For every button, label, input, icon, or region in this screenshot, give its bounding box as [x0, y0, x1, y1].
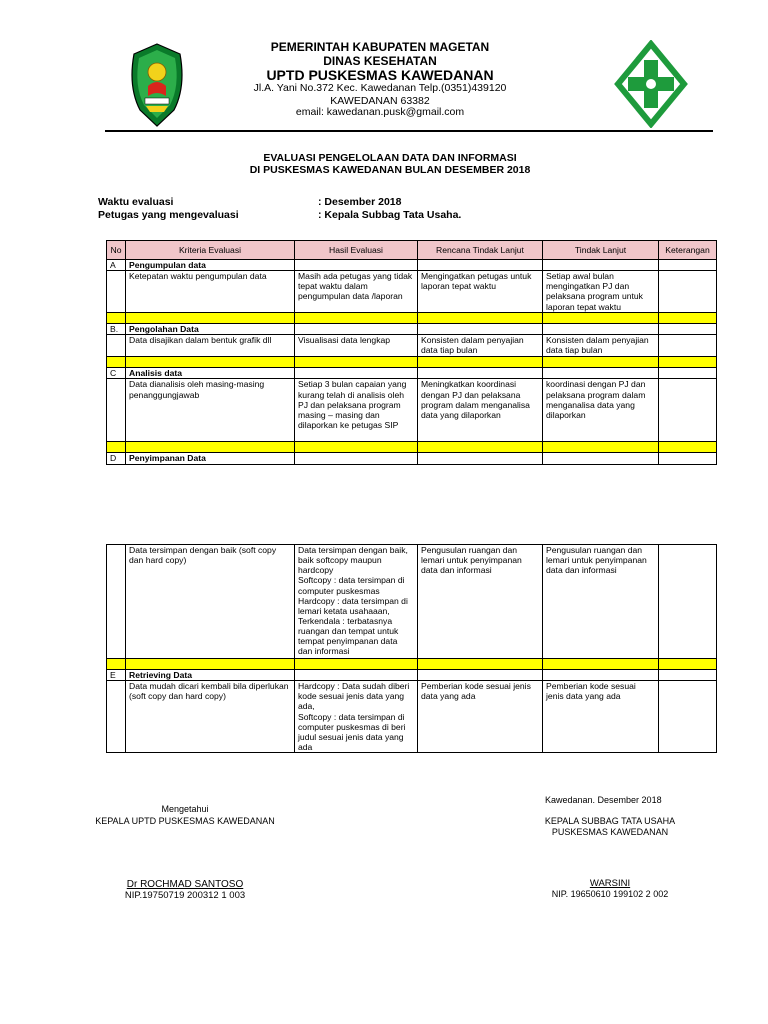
table-row	[107, 379, 717, 442]
section-row	[107, 260, 717, 271]
petugas-label: Petugas yang mengevaluasi	[98, 209, 239, 221]
section-row	[107, 670, 717, 681]
rencana-cell: Mengingatkan petugas untuk laporan tepat waktu	[418, 271, 543, 313]
left-role: KEPALA UPTD PUSKESMAS KAWEDANAN	[95, 816, 275, 826]
puskesmas-logo	[614, 40, 688, 128]
rencana-cell: Pengusulan ruangan dan lemari untuk penyimpanan data dan informasi	[418, 545, 543, 659]
separator-row	[107, 313, 717, 324]
crest-icon	[128, 42, 186, 128]
section-title: Penyimpanan Data	[126, 453, 295, 464]
puskesmas-cross-icon	[614, 40, 688, 128]
header-email: email: kawedanan.pusk@gmail.com	[295, 106, 465, 118]
left-caption: Mengetahui	[161, 804, 209, 814]
section-no: E	[107, 670, 126, 681]
section-row	[107, 453, 717, 464]
evaluation-table-part2	[106, 544, 717, 753]
right-signatory-nip: NIP. 19650610 199102 2 002	[551, 889, 669, 899]
hasil-cell: Data tersimpan dengan baik, baik softcopy maupun hardcopy Softcopy : data tersimpan di computer puskesmas Hardcopy : data tersimpan di lemari ketata usahaaan, Terkendala : terbatasnya ruangan dan tempat untuk tempat penyimpanan data dan informasi	[295, 545, 418, 659]
keterangan-cell	[659, 681, 717, 753]
header-department: DINAS KESEHATAN	[323, 54, 437, 68]
left-signatory-name: Dr ROCHMAD SANTOSO	[126, 879, 244, 890]
keterangan-cell	[659, 335, 717, 357]
separator-row	[107, 442, 717, 453]
section-no: C	[107, 368, 126, 379]
keterangan-cell	[659, 271, 717, 313]
waktu-value: : Desember 2018	[318, 196, 402, 208]
header-tindak: Tindak Lanjut	[543, 241, 659, 260]
kriteria-cell: Ketepatan waktu pengumpulan data	[126, 271, 295, 313]
keterangan-cell	[659, 545, 717, 659]
waktu-label: Waktu evaluasi	[98, 196, 174, 208]
right-role-line1: KEPALA SUBBAG TATA USAHA	[544, 816, 676, 826]
section-row	[107, 324, 717, 335]
section-row	[107, 368, 717, 379]
hasil-cell: Hardcopy : Data sudah diberi kode sesuai jenis data yang ada, Softcopy : data tersimpan di computer puskesmas di beri judul sesuai jenis data yang ada	[295, 681, 418, 753]
kriteria-cell: Data dianalisis oleh masing-masing penanggungjawab	[126, 379, 295, 442]
table-row	[107, 681, 717, 753]
tindak-cell: Pengusulan ruangan dan lemari untuk penyimpanan data dan informasi	[543, 545, 659, 659]
table-row	[107, 335, 717, 357]
hasil-cell: Visualisasi data lengkap	[295, 335, 418, 357]
document-title-line2: DI PUSKESMAS KAWEDANAN BULAN DESEMBER 2018	[249, 164, 531, 176]
tindak-cell: koordinasi dengan PJ dan pelaksana program dalam menganalisa data yang dilaporkan	[543, 379, 659, 442]
right-role-line2: PUSKESMAS KAWEDANAN	[551, 827, 669, 837]
table-row	[107, 545, 717, 659]
hasil-cell: Masih ada petugas yang tidak tepat waktu dalam pengumpulan data /laporan	[295, 271, 418, 313]
evaluation-table-part1	[106, 240, 717, 465]
header-address: Jl.A. Yani No.372 Kec. Kawedanan Telp.(0351)439120	[253, 82, 507, 94]
kriteria-cell: Data disajikan dalam bentuk grafik dll	[126, 335, 295, 357]
tindak-cell: Pemberian kode sesuai jenis data yang ada	[543, 681, 659, 753]
separator-row	[107, 659, 717, 670]
rencana-cell: Pemberian kode sesuai jenis data yang ada	[418, 681, 543, 753]
section-no: B.	[107, 324, 126, 335]
header-keterangan: Keterangan	[659, 241, 717, 260]
section-no: A	[107, 260, 126, 271]
rencana-cell: Konsisten dalam penyajian data tiap bulan	[418, 335, 543, 357]
petugas-value: : Kepala Subbag Tata Usaha.	[318, 209, 462, 221]
hasil-cell: Setiap 3 bulan capaian yang kurang telah di analisis oleh PJ dan pelaksana program masing – masing dan dilaporkan ke petugas SIP	[295, 379, 418, 442]
header-unit: UPTD PUSKESMAS KAWEDANAN	[266, 67, 494, 83]
place-date: Kawedanan. Desember 2018	[545, 795, 662, 805]
header-hasil: Hasil Evaluasi	[295, 241, 418, 260]
tindak-cell: Konsisten dalam penyajian data tiap bulan	[543, 335, 659, 357]
document-title-line1: EVALUASI PENGELOLAAN DATA DAN INFORMASI	[263, 152, 517, 164]
header-no: No	[107, 241, 126, 260]
section-title: Analisis data	[126, 368, 295, 379]
rencana-cell: Meningkatkan koordinasi dengan PJ dan pelaksana program dalam menganalisa data yang dilaporkan	[418, 379, 543, 442]
section-no: D	[107, 453, 126, 464]
tindak-cell: Setiap awal bulan mengingatkan PJ dan pelaksana program untuk laporan tepat waktu	[543, 271, 659, 313]
header-divider	[105, 130, 713, 132]
keterangan-cell	[659, 379, 717, 442]
kriteria-cell: Data tersimpan dengan baik (soft copy dan hard copy)	[126, 545, 295, 659]
section-title: Pengumpulan data	[126, 260, 295, 271]
header-city: KAWEDANAN 63382	[330, 95, 430, 107]
header-rencana: Rencana Tindak Lanjut	[418, 241, 543, 260]
left-signatory-nip: NIP.19750719 200312 1 003	[124, 890, 246, 901]
right-signatory-name: WARSINI	[589, 878, 631, 889]
kriteria-cell: Data mudah dicari kembali bila diperlukan (soft copy dan hard copy)	[126, 681, 295, 753]
regency-crest-logo	[128, 42, 186, 128]
section-title: Pengolahan Data	[126, 324, 295, 335]
separator-row	[107, 357, 717, 368]
header-kriteria: Kriteria Evaluasi	[126, 241, 295, 260]
table-header-row	[107, 241, 717, 260]
section-title: Retrieving Data	[126, 670, 295, 681]
header-government: PEMERINTAH KABUPATEN MAGETAN	[270, 40, 490, 54]
table-row	[107, 271, 717, 313]
